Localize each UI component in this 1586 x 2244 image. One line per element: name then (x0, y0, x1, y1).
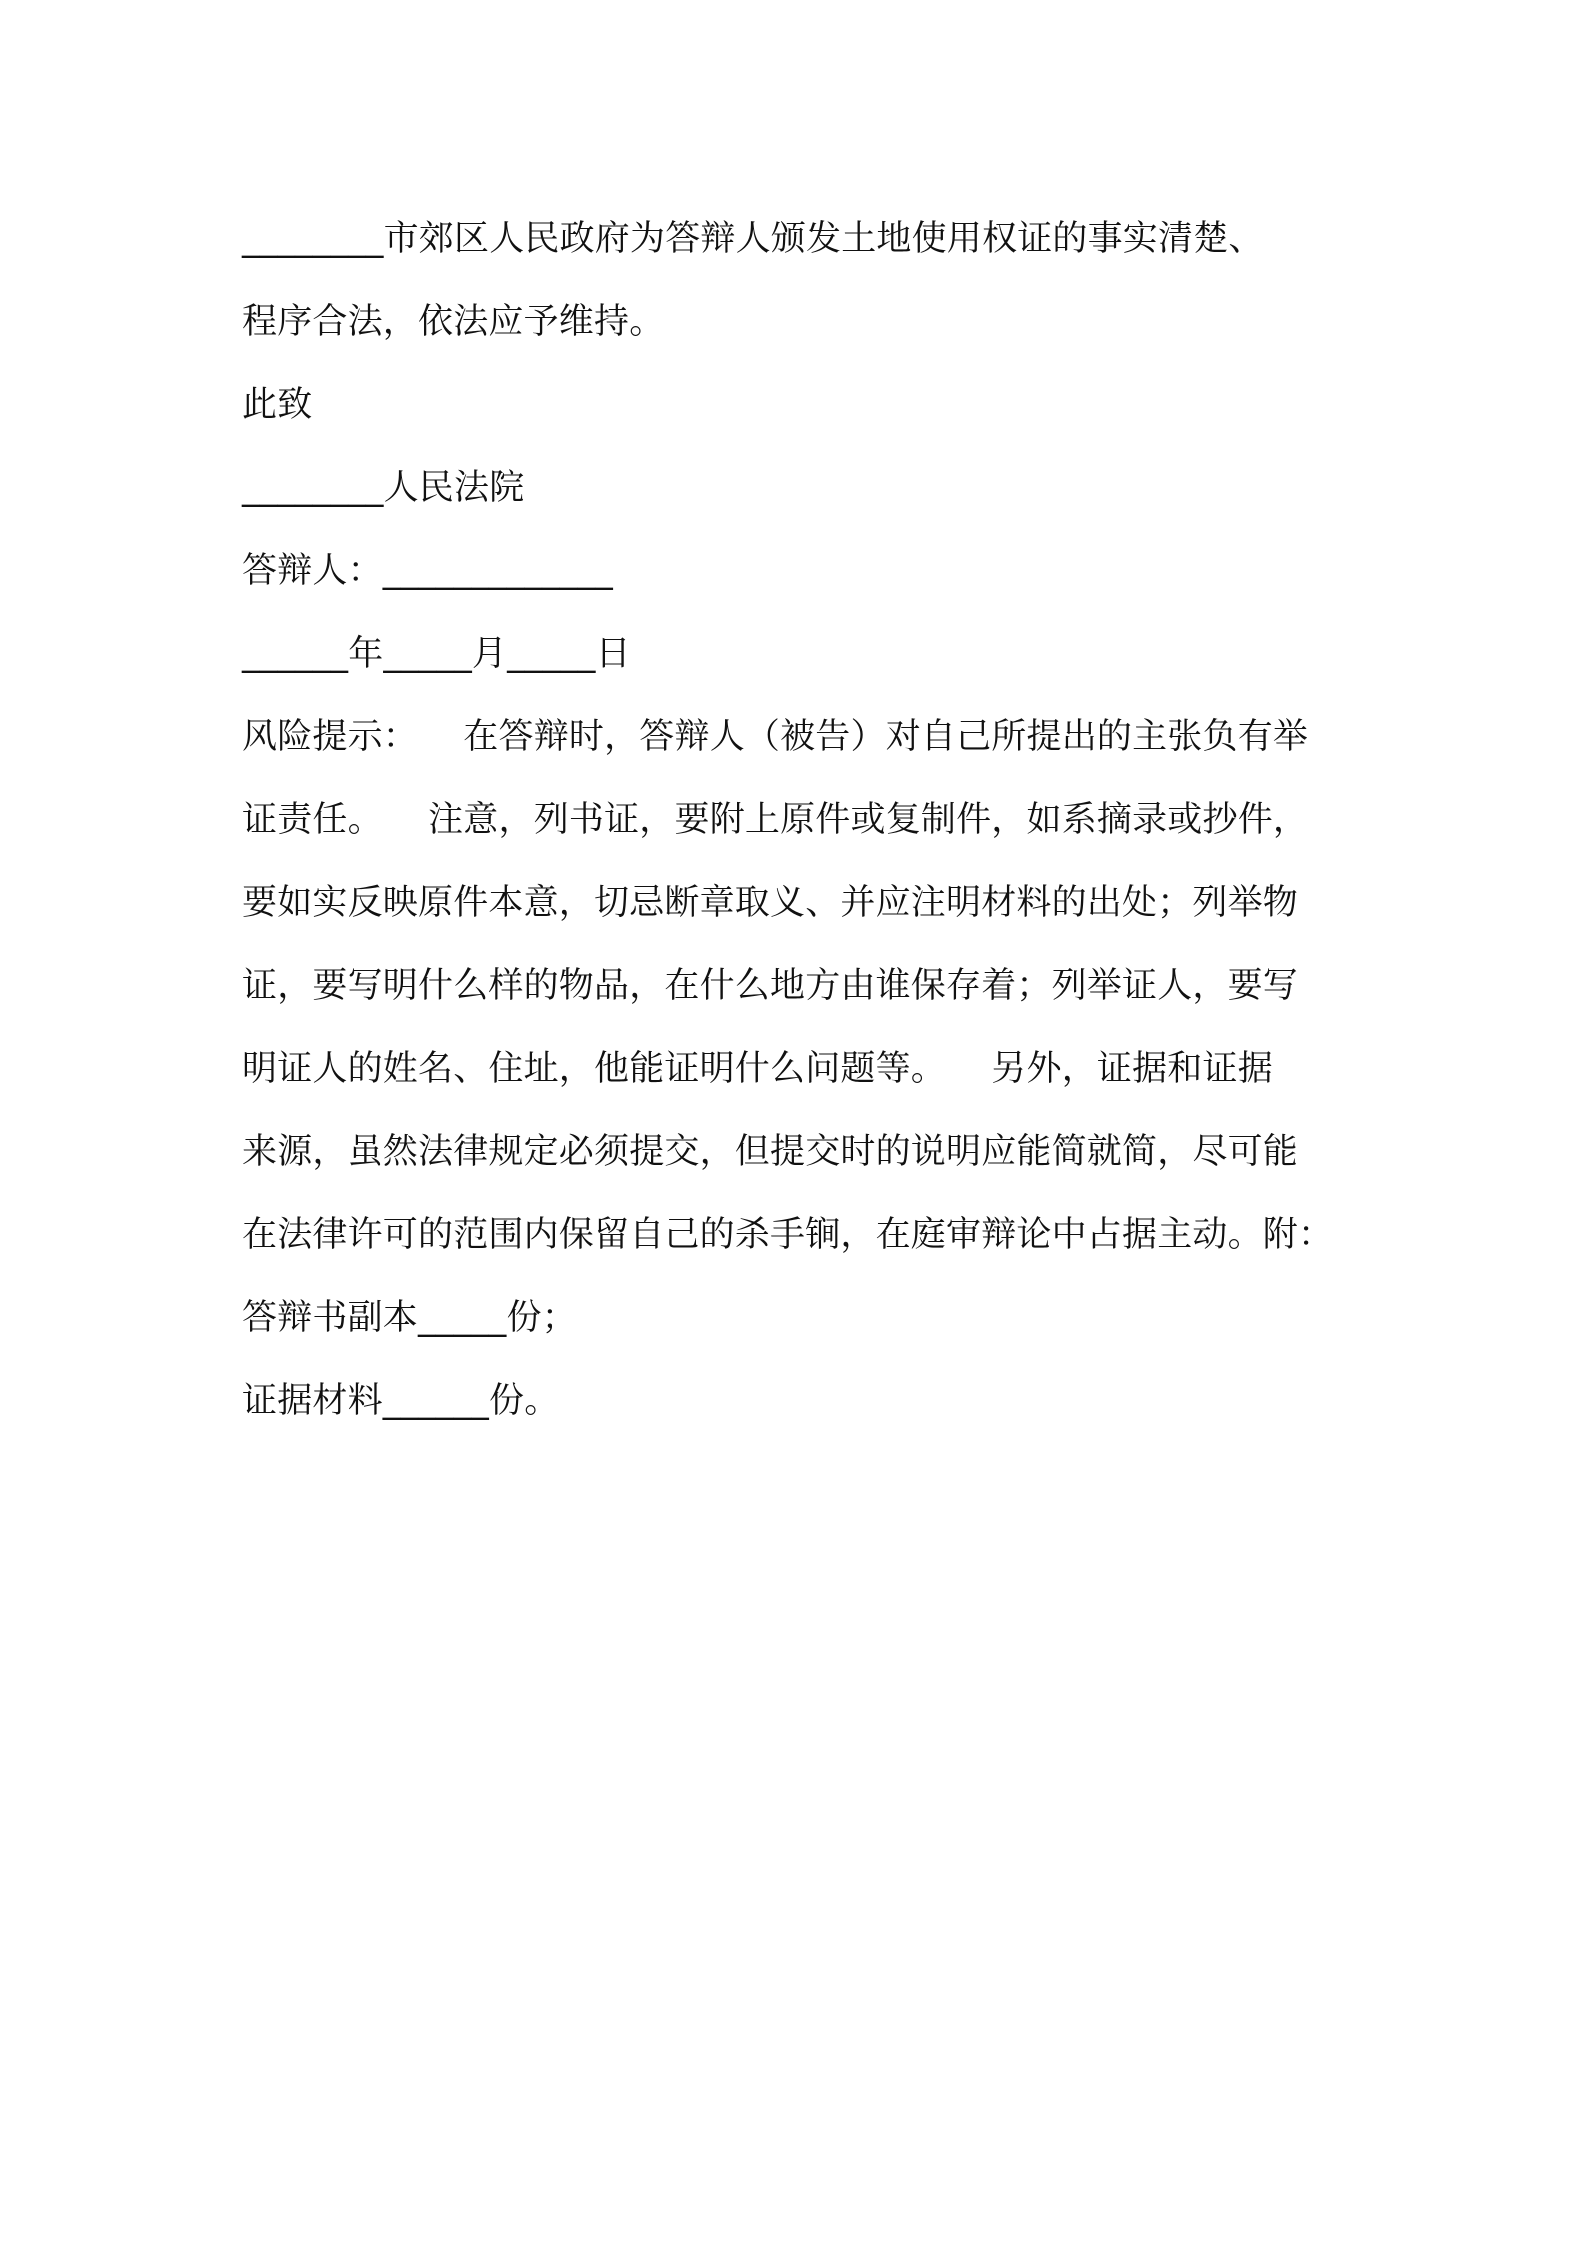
risk-notice-line: 在法律许可的范围内保留自己的杀手锏，在庭审辩论中占据主动。附： (242, 1215, 1334, 1255)
paragraph-line: 程序合法，依法应予维持。 (242, 302, 665, 342)
risk-notice-line: 风险提示： 在答辩时，答辩人（被告）对自己所提出的主张负有举 (242, 717, 1309, 757)
risk-notice-line: 证责任。 注意，列书证，要附上原件或复制件，如系摘录或抄件， (242, 800, 1309, 840)
risk-notice-line: 要如实反映原件本意，切忌断章取义、并应注明材料的出处；列举物 (242, 883, 1299, 923)
document-body (242, 198, 1372, 1443)
risk-notice-line: 证，要写明什么样的物品，在什么地方由谁保存着；列举证人，要写 (242, 966, 1299, 1006)
risk-notice-line: 来源，虽然法律规定必须提交，但提交时的说明应能简就简，尽可能 (242, 1132, 1299, 1172)
court-line: ________人民法院 (242, 468, 525, 508)
respondent-signature-line: 答辩人：_____________ (242, 551, 613, 591)
paragraph-line: ________市郊区人民政府为答辩人颁发土地使用权证的事实清楚、 (242, 219, 1264, 259)
attachment-line: 答辩书副本_____份； (242, 1298, 577, 1338)
date-line: ______年_____月_____日 (242, 634, 631, 674)
salutation-line: 此致 (242, 385, 313, 425)
risk-notice-line: 明证人的姓名、住址，他能证明什么问题等。 另外，证据和证据 (242, 1049, 1273, 1089)
attachment-line: 证据材料______份。 (242, 1381, 560, 1421)
